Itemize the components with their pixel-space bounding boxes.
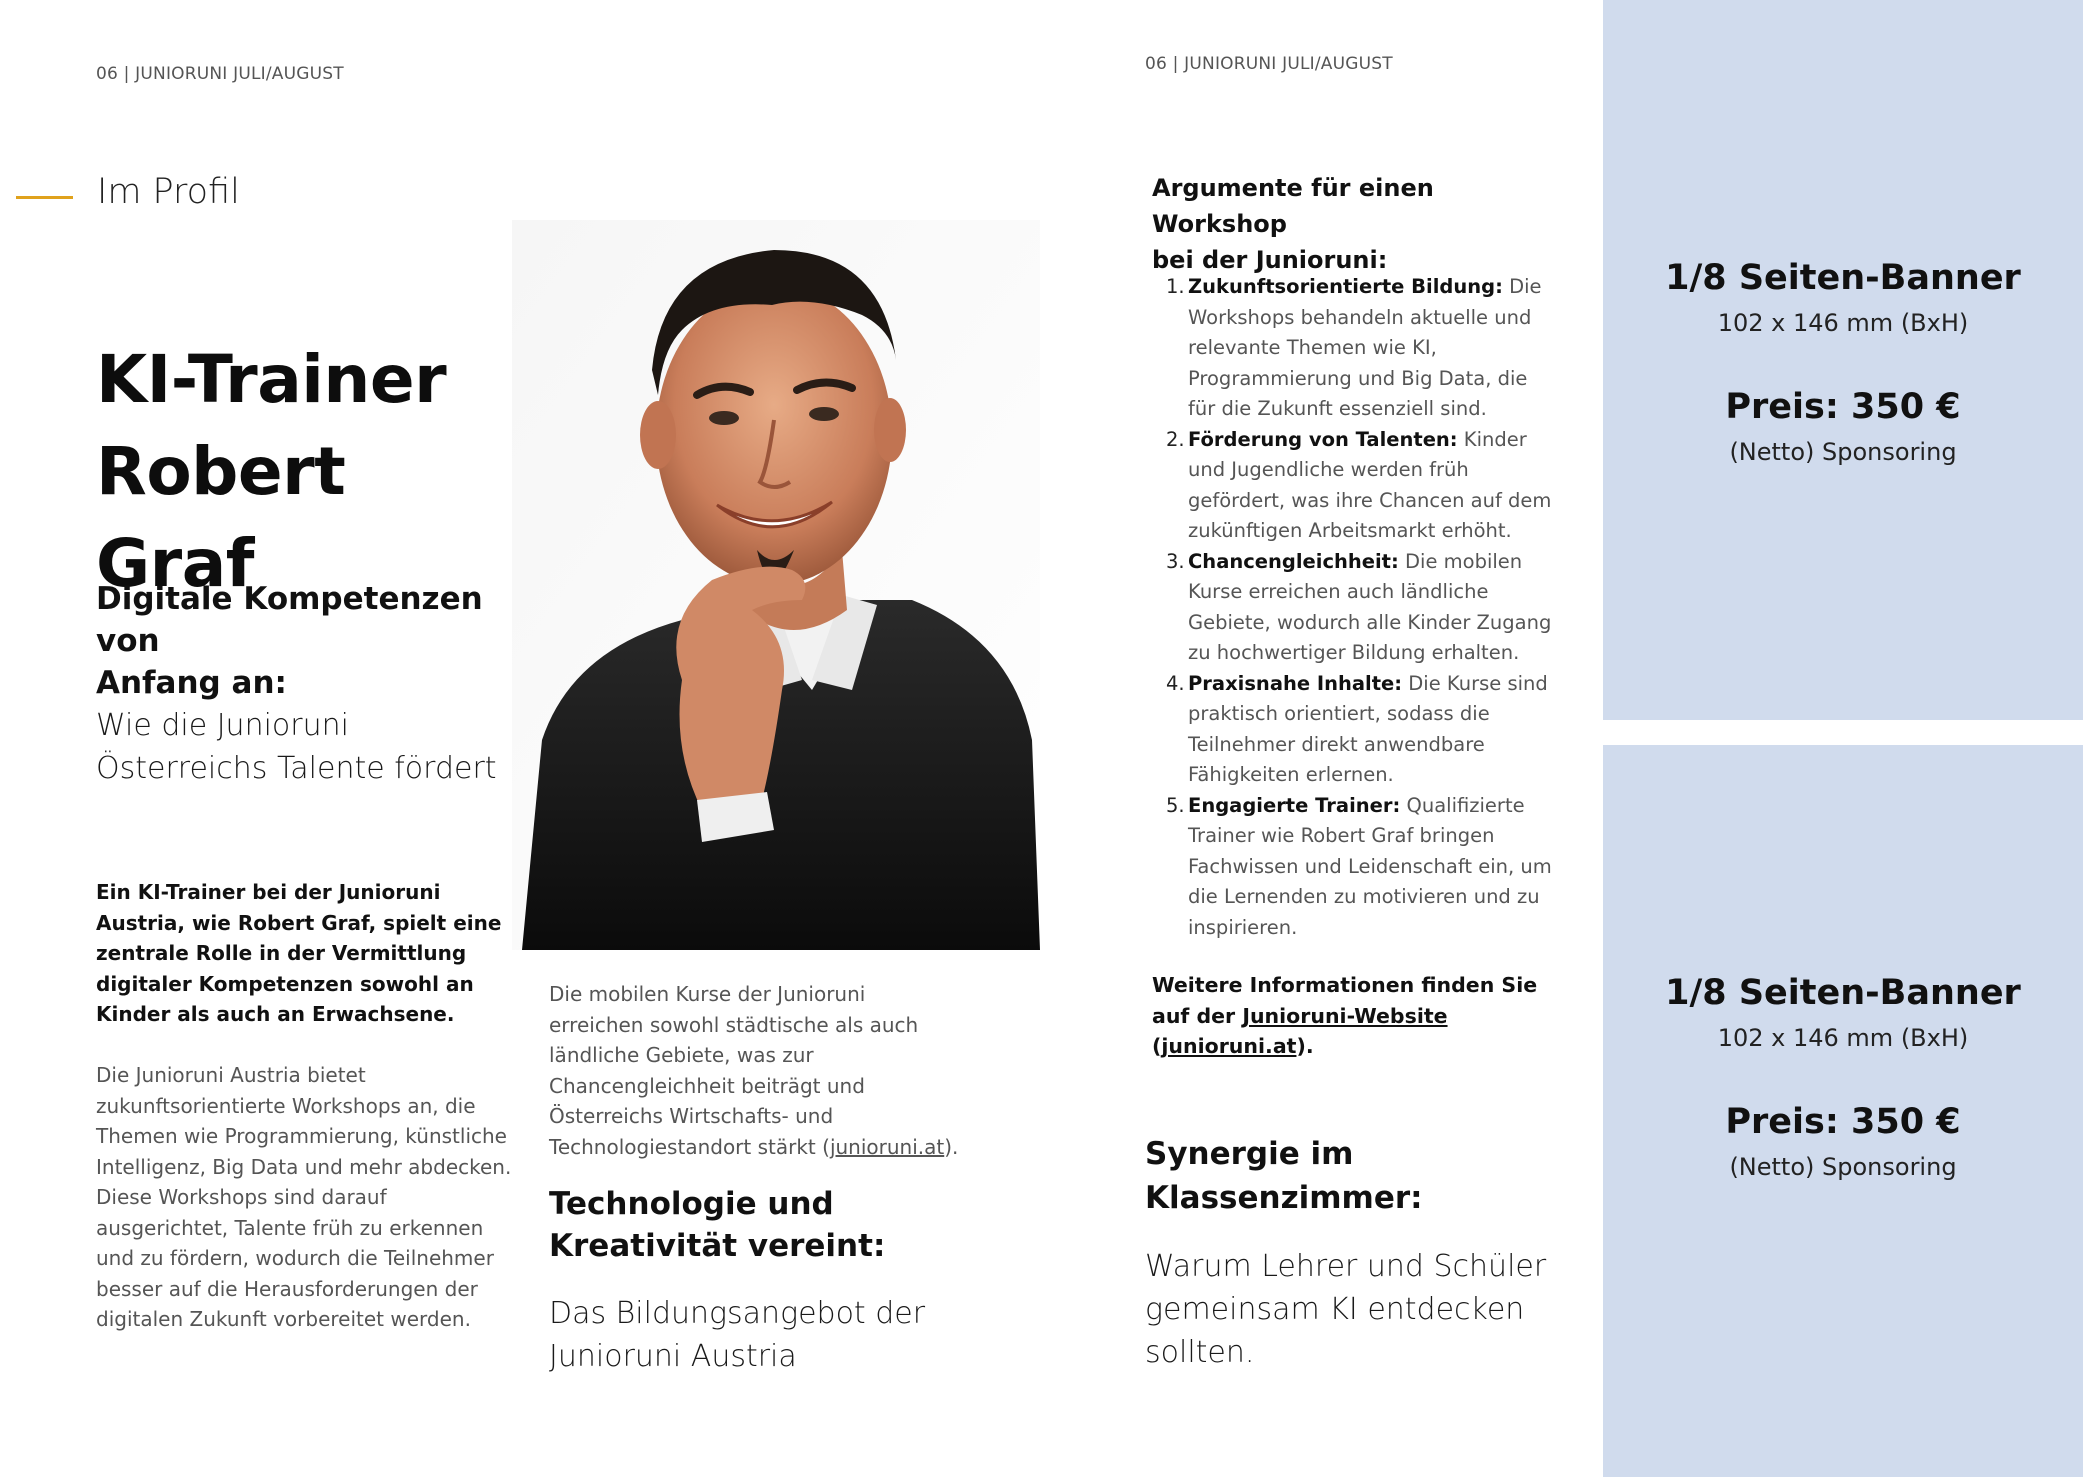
body-line: digitalen Zukunft vorbereitet werden. — [96, 1307, 471, 1331]
argument-term: Zukunftsorientierte Bildung: — [1188, 275, 1503, 298]
argument-number: 5. — [1166, 793, 1185, 817]
argument-text: Die — [1502, 275, 1542, 298]
junioruni-website-link[interactable]: Junioruni-Website — [1242, 1003, 1448, 1028]
banner-title: 1/8 Seiten-Banner — [1665, 258, 2021, 298]
arguments-title-line: bei der Junioruni: — [1152, 246, 1388, 274]
subhead-line: Klassenzimmer: — [1145, 1180, 1423, 1216]
caption-line: ländliche Gebiete, was zur — [549, 1043, 814, 1067]
banner-price: Preis: 350 € — [1725, 387, 1961, 427]
argument-text: Workshops behandeln aktuelle und — [1188, 305, 1532, 329]
argument-item — [1166, 791, 1556, 944]
portrait-photo — [512, 220, 1040, 950]
argument-text: inspirieren. — [1188, 915, 1298, 939]
subhead-line: Digitale Kompetenzen von — [96, 581, 483, 659]
body-line: Themen wie Programmierung, künstliche — [96, 1124, 507, 1148]
body-line: zukunftsorientierte Workshops an, die — [96, 1093, 476, 1118]
argument-text: gefördert, was ihre Chancen auf dem — [1188, 488, 1552, 512]
deck-line: gemeinsam KI entdecken — [1145, 1292, 1525, 1327]
more-info-text: auf der — [1152, 1003, 1243, 1028]
synergy-subhead — [1145, 1132, 1565, 1220]
caption-line: Österreichs Wirtschafts- und — [549, 1104, 834, 1128]
argument-text: praktisch orientiert, sodass die — [1188, 702, 1490, 725]
argument-text: zukünftigen Arbeitsmarkt erhöht. — [1188, 519, 1512, 542]
argument-text: die Lernenden zu motivieren und zu — [1188, 885, 1540, 908]
deck-line: Österreichs Talente fördert — [96, 751, 497, 786]
deck-line: sollten. — [1145, 1335, 1255, 1370]
argument-number: 2. — [1166, 427, 1185, 451]
subhead-line: Kreativität vereint: — [549, 1228, 886, 1264]
argument-term: Praxisnahe Inhalte: — [1188, 671, 1403, 695]
page-folio-left: 06 | JUNIORUNI JULI/AUGUST — [96, 64, 344, 84]
argument-text: Kinder — [1457, 427, 1527, 451]
argument-text: für die Zukunft essenziell sind. — [1188, 397, 1487, 420]
more-info — [1152, 970, 1572, 1062]
article-headline — [96, 334, 516, 610]
ad-banner-top — [1603, 0, 2083, 720]
argument-item — [1166, 669, 1556, 791]
deck-line: Junioruni Austria — [549, 1339, 797, 1374]
argument-term: Engagierte Trainer: — [1188, 793, 1401, 817]
body-line: besser auf die Herausforderungen der — [96, 1276, 478, 1301]
headline-line: Robert Graf — [96, 433, 346, 602]
more-info-text: ( — [1152, 1034, 1162, 1058]
lead-line: digitaler Kompetenzen sowohl an — [96, 971, 474, 996]
argument-text: zu hochwertiger Bildung erhalten. — [1188, 641, 1520, 664]
arguments-title-line: Argumente für einen Workshop — [1152, 174, 1434, 238]
portrait-illustration — [512, 220, 1040, 950]
lead-line: Austria, wie Robert Graf, spielt eine — [96, 910, 502, 935]
argument-text: und Jugendliche werden früh — [1188, 458, 1469, 481]
body-line: Intelligenz, Big Data und mehr abdecken. — [96, 1154, 512, 1179]
subhead-line: Anfang an: — [96, 665, 287, 701]
argument-number: 1. — [1166, 275, 1185, 298]
section-label: Im Profil — [97, 172, 240, 212]
argument-text: relevante Themen wie KI, — [1188, 336, 1437, 359]
lead-line: Kinder als auch an Erwachsene. — [96, 1002, 455, 1026]
body-line: Diese Workshops sind darauf — [96, 1185, 387, 1209]
banner-note: (Netto) Sponsoring — [1729, 1153, 1957, 1181]
banner-dimensions: 102 x 146 mm (BxH) — [1717, 309, 1969, 337]
argument-text: Teilnehmer direkt anwendbare — [1188, 732, 1485, 756]
more-info-text: ). — [1296, 1034, 1314, 1058]
argument-item — [1166, 272, 1556, 425]
argument-term: Chancengleichheit: — [1188, 549, 1399, 573]
caption-line: Die mobilen Kurse der Junioruni — [549, 982, 866, 1006]
lead-line: zentrale Rolle in der Vermittlung — [96, 941, 467, 965]
body-line: und zu fördern, wodurch die Teilnehmer — [96, 1246, 494, 1270]
argument-item — [1166, 547, 1556, 669]
lead-paragraph — [96, 877, 516, 1030]
banner-dimensions: 102 x 146 mm (BxH) — [1717, 1024, 1969, 1052]
junioruni-at-link[interactable]: junioruni.at — [1161, 1034, 1297, 1058]
argument-number: 4. — [1166, 671, 1185, 695]
argument-text: Programmierung und Big Data, die — [1188, 366, 1528, 390]
subhead-line: Technologie und — [549, 1186, 834, 1222]
arguments-list — [1166, 272, 1556, 943]
argument-text: Trainer wie Robert Graf bringen — [1188, 824, 1495, 847]
more-info-line: Weitere Informationen finden Sie — [1152, 973, 1538, 997]
lead-line: Ein KI-Trainer bei der Junioruni — [96, 880, 441, 904]
deck-line: Das Bildungsangebot der — [549, 1296, 926, 1331]
more-info-line — [1152, 1031, 1572, 1062]
more-info-line — [1152, 1001, 1572, 1032]
article-deck — [96, 704, 536, 790]
argument-text: Kurse erreichen auch ländliche — [1188, 580, 1489, 603]
argument-item — [1166, 425, 1556, 547]
body-line: Die Junioruni Austria bietet — [96, 1063, 366, 1087]
caption-paragraph — [549, 979, 989, 1162]
section-accent-rule — [16, 196, 73, 199]
banner-price: Preis: 350 € — [1725, 1102, 1961, 1142]
banner-title: 1/8 Seiten-Banner — [1665, 973, 2021, 1013]
argument-term: Förderung von Talenten: — [1188, 427, 1458, 451]
arguments-title — [1152, 170, 1552, 278]
body-paragraph — [96, 1060, 516, 1335]
deck-line: Warum Lehrer und Schüler — [1145, 1249, 1547, 1284]
tech-deck — [549, 1292, 989, 1378]
argument-number: 3. — [1166, 549, 1185, 573]
caption-line: erreichen sowohl städtische als auch — [549, 1012, 919, 1037]
article-subhead — [96, 578, 536, 704]
ad-banner-bottom — [1603, 745, 2083, 1477]
argument-text: Gebiete, wodurch alle Kinder Zugang — [1188, 610, 1552, 634]
headline-line: KI-Trainer — [96, 341, 447, 418]
argument-text: Fachwissen und Leidenschaft ein, um — [1188, 854, 1552, 878]
argument-text: Die Kurse sind — [1402, 671, 1548, 695]
caption-line: Chancengleichheit beiträgt und — [549, 1073, 865, 1098]
subhead-line: Synergie im — [1145, 1136, 1354, 1172]
argument-text: Qualifizierte — [1400, 793, 1525, 817]
banner-note: (Netto) Sponsoring — [1729, 438, 1957, 466]
junioruni-link[interactable]: junioruni.at — [829, 1134, 945, 1159]
deck-line: Wie die Junioruni — [96, 708, 349, 743]
argument-text: Die mobilen — [1398, 549, 1523, 573]
synergy-deck — [1145, 1245, 1565, 1374]
caption-line — [549, 1132, 989, 1163]
argument-text: Fähigkeiten erlernen. — [1188, 763, 1394, 786]
caption-text: Technologiestandort stärkt ( — [549, 1134, 830, 1159]
tech-subhead — [549, 1183, 989, 1267]
body-line: ausgerichtet, Talente früh zu erkennen — [96, 1215, 484, 1240]
page-folio-right: 06 | JUNIORUNI JULI/AUGUST — [1145, 54, 1393, 74]
caption-text: ). — [944, 1134, 959, 1159]
